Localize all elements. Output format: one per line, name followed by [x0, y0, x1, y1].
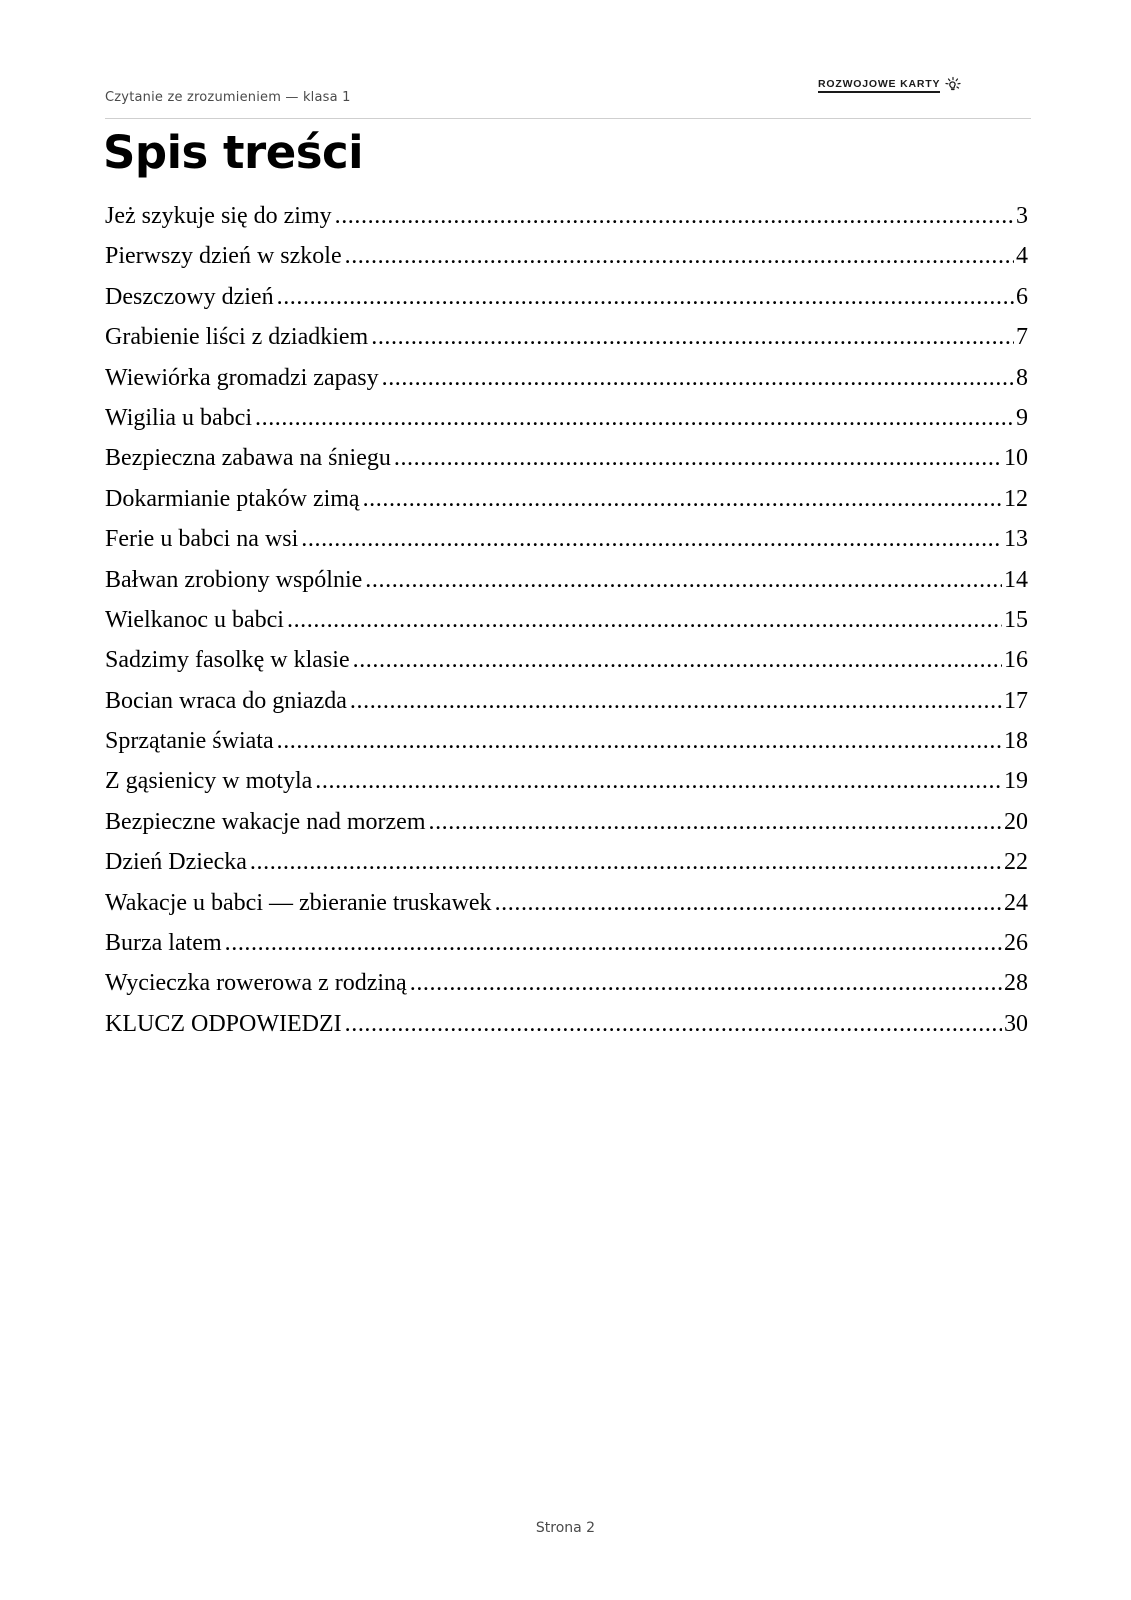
toc-entry-page-number: 12 — [1004, 485, 1028, 512]
toc-entry-page-number: 24 — [1004, 889, 1028, 916]
toc-entry-page-number: 13 — [1004, 526, 1028, 553]
page-title: Spis treści — [103, 126, 364, 179]
page-number: Strona 2 — [535, 1520, 596, 1536]
toc-entry-title: Bocian wraca do gniazda — [105, 687, 347, 714]
toc-entry-page-number: 28 — [1004, 970, 1028, 997]
toc-entry-title: Pierwszy dzień w szkole — [105, 243, 342, 270]
toc-entry-page-number: 7 — [1016, 324, 1028, 351]
toc-dot-leader — [353, 643, 1002, 677]
table-of-contents — [105, 199, 1028, 1047]
brand-logo — [818, 76, 962, 94]
toc-entry[interactable] — [105, 401, 1028, 441]
toc-entry-title: Wakacje u babci — zbieranie truskawek — [105, 889, 492, 916]
toc-dot-leader — [250, 845, 1002, 879]
toc-entry[interactable] — [105, 361, 1028, 401]
toc-entry-page-number: 26 — [1004, 930, 1028, 957]
toc-entry[interactable] — [105, 482, 1028, 522]
toc-entry-title: KLUCZ ODPOWIEDZI — [105, 1010, 342, 1037]
toc-entry-page-number: 16 — [1004, 647, 1028, 674]
toc-entry[interactable] — [105, 643, 1028, 683]
toc-entry-page-number: 17 — [1004, 687, 1028, 714]
toc-entry-page-number: 4 — [1016, 243, 1028, 270]
document-subject: Czytanie ze zrozumieniem — klasa 1 — [105, 90, 351, 105]
toc-entry-page-number: 10 — [1004, 445, 1028, 472]
toc-entry-page-number: 22 — [1004, 849, 1028, 876]
toc-entry[interactable] — [105, 724, 1028, 764]
toc-entry-title: Sprzątanie świata — [105, 728, 274, 755]
toc-dot-leader — [335, 199, 1014, 233]
toc-entry-title: Burza latem — [105, 930, 222, 957]
toc-entry-page-number: 3 — [1016, 203, 1028, 229]
toc-dot-leader — [428, 805, 1002, 839]
toc-dot-leader — [365, 563, 1002, 597]
toc-entry[interactable] — [105, 926, 1028, 966]
toc-entry-title: Ferie u babci na wsi — [105, 526, 299, 553]
toc-entry[interactable] — [105, 1007, 1028, 1047]
toc-entry-page-number: 20 — [1004, 808, 1028, 835]
toc-entry-page-number: 9 — [1016, 404, 1028, 431]
toc-entry[interactable] — [105, 280, 1028, 320]
toc-entry[interactable] — [105, 966, 1028, 1006]
toc-entry-page-number: 30 — [1004, 1010, 1028, 1037]
toc-entry[interactable] — [105, 522, 1028, 562]
toc-entry[interactable] — [105, 684, 1028, 724]
toc-entry-title: Jeż szykuje się do zimy — [105, 203, 332, 229]
toc-entry-title: Sadzimy fasolkę w klasie — [105, 647, 350, 674]
toc-entry[interactable] — [105, 320, 1028, 360]
toc-dot-leader — [363, 482, 1002, 516]
toc-entry-title: Grabienie liści z dziadkiem — [105, 324, 369, 351]
toc-entry[interactable] — [105, 239, 1028, 279]
toc-dot-leader — [345, 239, 1014, 273]
toc-entry-page-number: 14 — [1004, 566, 1028, 593]
toc-entry[interactable] — [105, 845, 1028, 885]
toc-dot-leader — [225, 926, 1002, 960]
toc-entry-title: Dokarmianie ptaków zimą — [105, 485, 360, 512]
toc-dot-leader — [350, 684, 1002, 718]
toc-entry[interactable] — [105, 886, 1028, 926]
toc-entry-title: Wielkanoc u babci — [105, 606, 284, 633]
toc-entry-page-number: 15 — [1004, 606, 1028, 633]
toc-entry-title: Wigilia u babci — [105, 404, 252, 431]
toc-dot-leader — [301, 522, 1002, 556]
sparkle-bulb-icon — [944, 76, 962, 94]
toc-entry-title: Bezpieczne wakacje nad morzem — [105, 808, 426, 835]
toc-entry[interactable] — [105, 805, 1028, 845]
logo-text: ROZWOJOWE KARTY — [818, 78, 940, 93]
toc-entry-page-number: 18 — [1004, 728, 1028, 755]
toc-dot-leader — [495, 886, 1002, 920]
toc-dot-leader — [345, 1007, 1002, 1041]
toc-dot-leader — [277, 724, 1002, 758]
toc-entry-title: Bałwan zrobiony wspólnie — [105, 566, 363, 593]
toc-dot-leader — [382, 361, 1014, 395]
toc-entry[interactable] — [105, 199, 1028, 239]
toc-entry[interactable] — [105, 764, 1028, 804]
toc-entry[interactable] — [105, 603, 1028, 643]
toc-dot-leader — [410, 966, 1002, 1000]
toc-entry-page-number: 6 — [1016, 283, 1028, 310]
toc-entry[interactable] — [105, 441, 1028, 481]
toc-dot-leader — [287, 603, 1002, 637]
toc-dot-leader — [371, 320, 1014, 354]
toc-entry-title: Wiewiórka gromadzi zapasy — [105, 364, 379, 391]
toc-entry[interactable] — [105, 563, 1028, 603]
header-divider — [105, 118, 1031, 119]
toc-entry-title: Wycieczka rowerowa z rodziną — [105, 970, 407, 997]
toc-dot-leader — [277, 280, 1014, 314]
toc-entry-title: Bezpieczna zabawa na śniegu — [105, 445, 391, 472]
toc-dot-leader — [315, 764, 1002, 798]
toc-entry-page-number: 19 — [1004, 768, 1028, 795]
toc-dot-leader — [255, 401, 1014, 435]
toc-entry-title: Deszczowy dzień — [105, 283, 274, 310]
toc-entry-page-number: 8 — [1016, 364, 1028, 391]
toc-dot-leader — [394, 441, 1002, 475]
toc-entry-title: Z gąsienicy w motyla — [105, 768, 313, 795]
toc-entry-title: Dzień Dziecka — [105, 849, 247, 876]
